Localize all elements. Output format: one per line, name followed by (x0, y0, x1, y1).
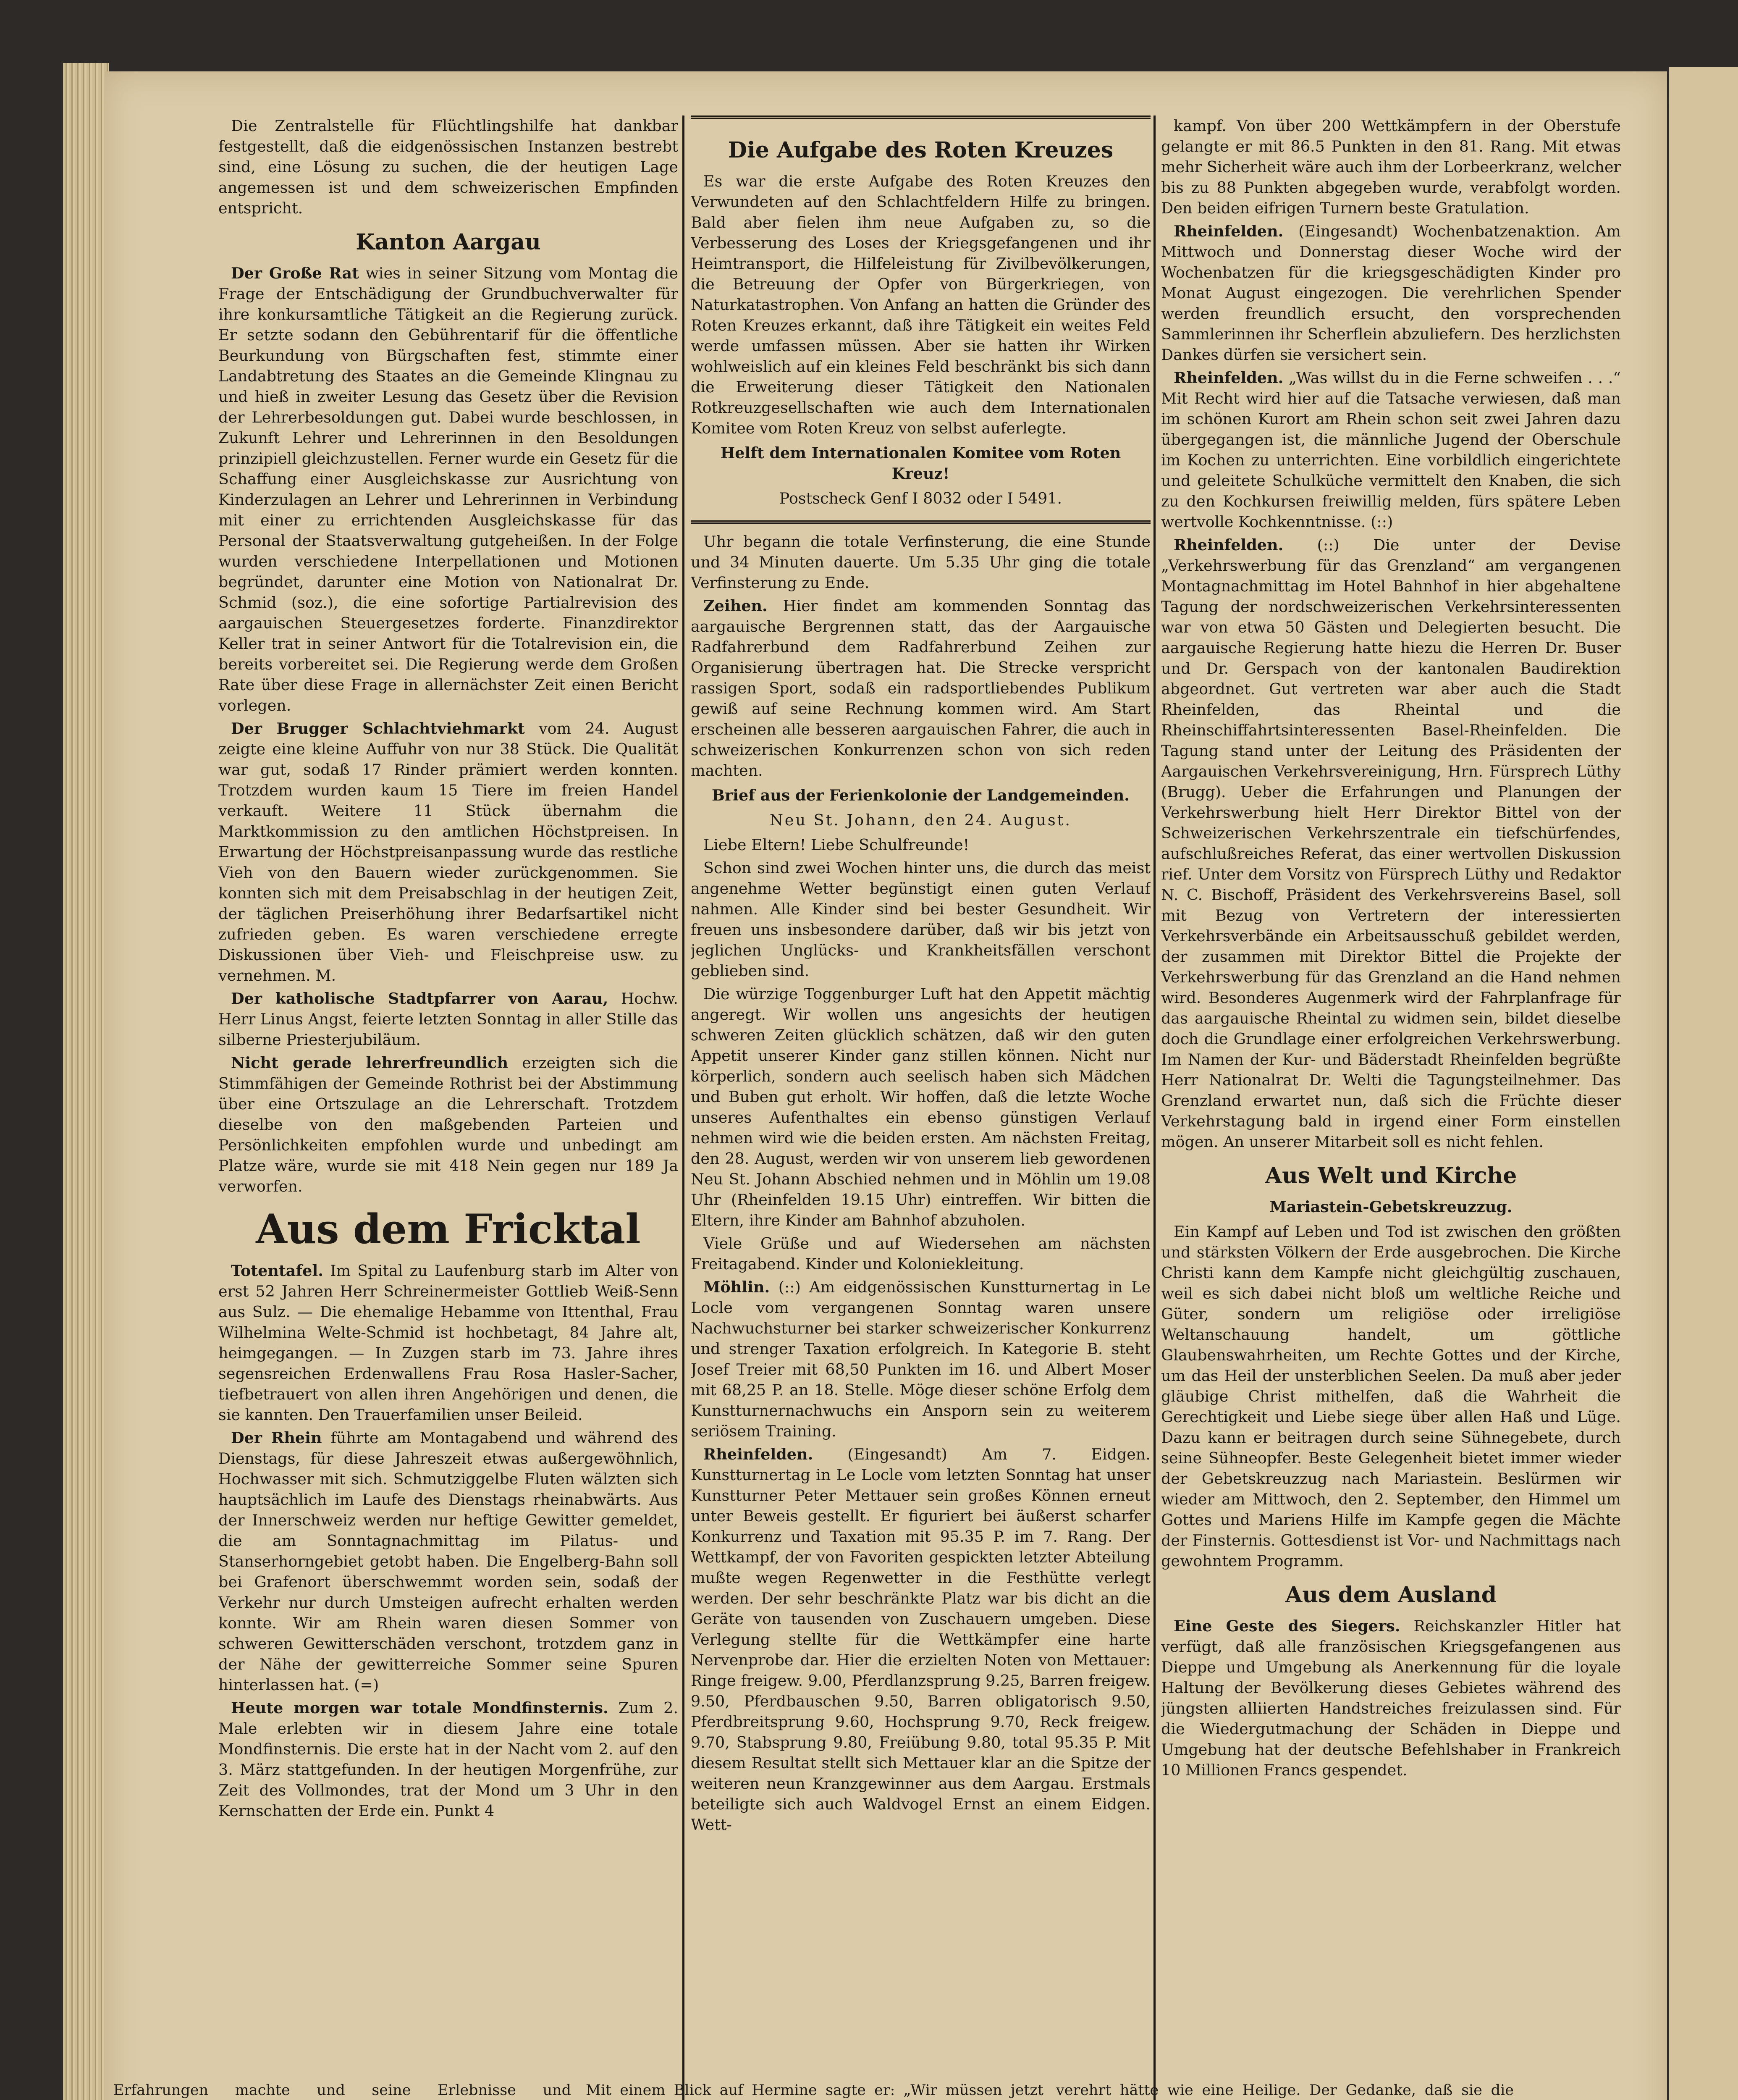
column-rule-1 (682, 116, 684, 2100)
article-grosse-rat: Der Große Rat wies in seiner Sitzung vom Montag die Frage der Entschädigung der Grundbuchverwalter für ihre konkursamtliche Tätigkeit an die Regierung zurück. Er setzte sodann den Gebührentarif für die öffentliche Beurkundung von Bürgschaften fest, stimmte einer Landabtretung des Staates an die Gemeinde Klingnau zu und hieß in zweiter Lesung das Gesetz über die Revision der Lehrerbesoldungen gut. Dabei wurde beschlossen, in Zukunft Lehrer und Lehrerinnen in den Besoldungen prinzipiell gleichzustellen. Ferner wurde ein Gesetz für die Schaffung einer Ausgleichskasse zur Ausrichtung von Kinderzulagen an Lehrer und Lehrerinnen in Verbindung mit einer zu errichtenden Ausgleichskasse für das Personal der Staatsverwaltung gutgeheißen. In der Folge wurden verschiedene Interpellationen und Motionen begründet, darunter eine Motion von Nationalrat Dr. Schmid (soz.), die eine sofortige Partialrevision des aargauischen Steuergesetzes forderte. Finanzdirektor Keller trat in seiner Antwort für die Totalrevision ein, die bereits vorbereitet sei. Die Regierung werde dem Großen Rate über diese Frage in allernächster Zeit einen Bericht vorlegen. (218, 264, 678, 714)
mariastein-title: Mariastein-Gebetskreuzzug. (1269, 1198, 1513, 1216)
column-2 (691, 116, 1151, 2100)
red-cross-box (691, 116, 1151, 524)
column-rule-2 (1153, 116, 1156, 2100)
heading-welt-und-kirche: Aus Welt und Kirche (1265, 1163, 1517, 1189)
article-moehlin: Möhlin. (::) Am eidgenössischen Kunstturnertag in Le Locle vom vergangenen Sonntag waren unsere Nachwuchsturner bei starker schweizerischer Konkurrenz und strenger Taxation erfolgreich. In Kategorie B. steht Josef Treier mit 68,50 Punkten im 16. und Albert Moser mit 68,25 P. an 18. Stelle. Möge dieser schöne Erfolg dem Kunstturnernachwuchs ein Ansporn sein zu weiterem seriösem Training. (691, 1278, 1151, 1440)
heading-aus-dem-fricktal: Aus dem Fricktal (256, 1205, 641, 1253)
article-lehrer: Nicht gerade lehrerfreundlich erzeigten sich die Stimmfähigen der Gemeinde Rothrist bei der Abstimmung über eine Ortszulage an die Lehrerschaft. Trotzdem dieselbe von den maßgebenden Parteien und Persönlichkeiten empfohlen wurde und unbedingt am Platze wäre, wurde sie mit 418 Nein gegen nur 189 Ja verworfen. (218, 1054, 678, 1195)
article-wochenbatzen: Rheinfelden. (Eingesandt) Wochenbatzenaktion. Am Mittwoch und Donnerstag dieser Woche wird der Wochenbatzen für die kriegsgeschädigten Kinder pro Monat August eingezogen. Die verehrlichen Spender werden freundlich ersucht, den vorsprechenden Sammlerinnen ihr Scherflein abzuliefern. Des herzlichsten Dankes dürfen sie versichert sein. (1161, 222, 1621, 364)
article-mondfinsternis: Heute morgen war totale Mondfinsternis. Zum 2. Male erlebten wir in diesem Jahre eine totale Mondfinsternis. Die erste hat in der Nacht vom 2. auf den 3. März stattgefunden. In der heutigen Morgenfrühe, zur Zeit des Vollmondes, trat der Mond um 3 Uhr in den Kernschatten der Erde ein. Punkt 4 (218, 1699, 678, 1820)
brief-place: Neu St. Johann, den 24. August. (769, 811, 1072, 829)
heading-aus-dem-ausland: Aus dem Ausland (1285, 1582, 1497, 1608)
article-geste: Eine Geste des Siegers. Reichskanzler Hitler hat verfügt, daß alle französischen Kriegsgefangenen aus Dieppe und Umgebung als Anerkennung für die loyale Haltung der Bevölkerung dieses Gebietes während des jüngsten alliierten Handstreiches freizulassen sind. Für die Wiedergutmachung der Schäden in Dieppe und Umgebung hat der deutsche Befehlshaber in Frankreich 10 Millionen Francs gespendet. (1161, 1617, 1621, 1779)
article-rheinfelden-turner: Rheinfelden. (Eingesandt) Am 7. Eidgen. Kunstturnertag in Le Locle vom letzten Sonntag hat unser Kunstturner Peter Mettauer sein großes Können erneut unter Beweis gestellt. Er figuriert bei äußerst scharfer Konkurrenz und Taxation mit 95.35 P. im 7. Rang. Der Wettkampf, der von Favoriten gespickten letzter Abteilung mußte wegen Regenwetter in die Festhütte verlegt werden. Der sehr beschränkte Platz war bis dicht an die Geräte von tausenden von Zuschauern umgeben. Diese Verlegung stellte für die Wettkämpfer eine harte Nervenprobe dar. Hier die erzielten Noten von Mettauer: Ringe freigew. 9.00, Pferdlanzsprung 9.25, Barren freigew. 9.50, Pferdbauschen 9.50, Barren obligatorisch 9.50, Pferdbreitsprung 9.60, Hochsprung 9.70, Reck freigew. 9.70, Stabsprung 9.80, Freiübung 9.80, total 95.35 P. Mit diesem Resultat stellt sich Mettauer klar an die Spitze der weiteren neun Kranzgewinner aus dem Aargau. Erstmals beteiligte sich auch Waldvogel Ernst an einem Eidgen. Wett- (691, 1445, 1151, 1834)
heading-kanton-aargau: Kanton Aargau (356, 229, 541, 255)
article-verkehrswerbung: Rheinfelden. (::) Die unter der Devise „Verkehrswerbung für das Grenzland“ am vergangenen Montagnachmittag im Hotel Bahnhof in hier abgehaltene Tagung der nordschweizerischen Verkehrsinteressenten war von etwa 50 Gästen und Delegierten besucht. Die aargauische Regierung hatte hiezu die Herren Dr. Buser und Dr. Gerspach von der kantonalen Baudirektion abgeordnet. Gut vertreten war aber auch die Stadt Rheinfelden, das Rheintal und die Rheinschiffahrtsinteressenten Basel-Rheinfelden. Die Tagung stand unter der Leitung des Präsidenten der Aargauischen Verkehrsvereinigung, Hrn. Fürsprech Lüthy (Brugg). Ueber die Erfahrungen und Planungen der Verkehrswerbung hielt Herr Direktor Bittel von der Schweizerischen Verkehrszentrale ein tiefschürfendes, aufschlußreiches Referat, das einer wertvollen Diskussion rief. Unter dem Vorsitz von Fürsprech Lüthy und Redaktor N. C. Bischoff, Präsident des Verkehrsvereins Basel, soll mit Bezug von Vertretern der interessierten Verkehrsverbände ein Arbeitsausschuß gebildet werden, der zusammen mit Direktor Bittel die Projekte der Verkehrswerbung für das Grenzland an die Hand nehmen wird. Besonderes Augenmerk wird der Fahrplanfrage für das aargauische Rheintal zu widmen sein, bildet dieselbe doch die Grundlage einer erfolgreichen Verkehrswerbung. Im Namen der Kur- und Bäderstadt Rheinfelden begrüßte Herr Nationalrat Dr. Welti die Tagungsteilnehmer. Das Grenzland erwartet nun, daß sich die Früchte dieser Verkehrstagung bald in irgend einer Form einstellen mögen. An unserer Mitarbeit soll es nicht fehlen. (1161, 536, 1621, 1151)
brief-close: Viele Grüße und auf Wiedersehen am nächsten Freitagabend. Kinder und Koloniekleitung. (691, 1234, 1151, 1273)
feuilleton-column-3 (1056, 2081, 1514, 2100)
refugee-paragraph: Die Zentralstelle für Flüchtlingshilfe hat dankbar festgestellt, daß die eidgenössischen Instanzen bestrebt sind, eine Lösung zu suchen, die der heutigen Lage angemessen ist und dem schweizerischen Empfinden entspricht. (218, 117, 678, 217)
red-cross-appeal: Helft dem Internationalen Komitee vom Roten Kreuz! (720, 444, 1121, 483)
column-3 (1161, 116, 1621, 2100)
red-cross-text: Es war die erste Aufgabe des Roten Kreuzes den Verwundeten auf den Schlachtfeldern Hilfe zu bringen. Bald aber fielen ihm neue Aufgaben zu, so die Verbesserung des Loses der Kriegsgefangenen und ihr Heimtransport, die Hilfeleistung für Zivilbevölkerungen, die Betreuung der Opfer von Bürgerkriegen, von Naturkatastrophen. Von Anfang an hatten die Gründer des Roten Kreuzes erkannt, daß ihre Tätigkeit ein weites Feld werde umfassen müssen. Aber sie hatten ihr Wirken wohlweislich auf ein kleines Feld beschränkt bis sich dann die Erweiterung dieser Tätigkeit den Nationalen Rotkreuzgesellschaften wie auch dem Internationalen Komitee vom Roten Kreuz von selbst auferlegte. (691, 172, 1151, 437)
brief-title: Brief aus der Ferienkolonie der Landgemeinden. (712, 786, 1130, 804)
article-brugger: Der Brugger Schlachtviehmarkt vom 24. August zeigte eine kleine Auffuhr von nur 38 Stück. Die Qualität war gut, sodaß 17 Rinder prämiert werden konnten. Trotzdem wurden kaum 15 Tiere im freien Handel verkauft. Weitere 11 Stück übernahm die Marktkommission zu den amtlichen Höchstpreisen. In Erwartung der Höchstpreisanpassung wurde das restliche Vieh von den Bauern wieder zurückgenommen. Sie konnten sich mit dem Preisabschlag in der heutigen Zeit, der täglichen Preiserhöhung ihrer Bedarfsartikel nicht zufrieden geben. Es waren verschiedene erregte Diskussionen über Vieh- und Fleischpreise usw. zu vernehmen. M. (218, 719, 678, 984)
article-kochen: Rheinfelden. „Was willst du in die Ferne schweifen . . .“ Mit Recht wird hier auf die Tatsache verwiesen, daß man im schönen Kurort am Rhein schon seit zwei Jahren dazu übergegangen ist, die männliche Jugend der Oberschule im Kochen zu unterrichten. Eine vorbildlich eingerichtete und geleitete Schulküche vermittelt den Knaben, die sich zu den Kochkursen freiwillig melden, fürs spätere Leben wertvolle Kochkenntnisse. (::) (1161, 369, 1621, 531)
feuilleton-column-2: Mit einem Blick auf Hermine sagte er: „Wir müssen jetzt (586, 2082, 1043, 2099)
wettkampf-continued: kampf. Von über 200 Wettkämpfern in der Oberstufe gelangte er mit 86.5 Punkten in den 81. Rang. Mit etwas mehr Sicherheit wäre auch ihm der Lorbeerkranz, welcher bis zu 88 Punkten abgegeben wurde, verabfolgt worden. Den beiden eifrigen Turnern beste Gratulation. (1161, 117, 1621, 217)
article-zeihen: Zeihen. Hier findet am kommenden Sonntag das aargauische Bergrennen statt, das der Aargauische Radfahrerbund dem Radfahrerbund Zeihen zur Organisierung übertragen hat. Die Strecke verspricht rassigen Sport, sodaß ein radsportliebendes Publikum gewiß auf seine Rechnung kommen wird. Am Start erscheinen alle besseren aargauischen Fahrer, die auch in schweizerischen Konkurrenzen schon von sich reden machten. (691, 597, 1151, 780)
brief-salute: Liebe Eltern! Liebe Schulfreunde! (703, 836, 970, 854)
feuilleton-column-1: Erfahrungen machte und seine Erlebnisse und (113, 2082, 571, 2099)
article-rhein: Der Rhein führte am Montagabend und während des Dienstags, für diese Jahreszeit etwas außergewöhnlich, Hochwasser mit sich. Schmutziggelbe Fluten wälzten sich hauptsächlich im Laufe des Dienstags rheinabwärts. Aus der Innerschweiz werden nur heftige Gewitter gemeldet, die am Sonntagnachmittag im Pilatus- und Stanserhorngebiet getobt haben. Die Engelberg-Bahn soll bei Grafenort überschwemmt worden sein, sodaß der Verkehr nur durch Umsteigen aufrecht erhalten werden konnte. Wir am Rhein waren diesen Sommer von schweren Gewitterschäden verschont, trotzdem ganz in der Nähe der gewitterreiche Sommer seine Spuren hinterlassen hat. (=) (218, 1429, 678, 1694)
heading-rotes-kreuz: Die Aufgabe des Roten Kreuzes (728, 137, 1114, 163)
column-1 (218, 116, 678, 2100)
article-stadtpfarrer: Der katholische Stadtpfarrer von Aarau, Hochw. Herr Linus Angst, feierte letzten Sonntag in aller Stille das silberne Priesterjubiläum. (218, 990, 678, 1049)
feuilleton-ending: verehrt hätte wie eine Heilige. Der Gedanke, daß sie die (1056, 2082, 1514, 2099)
page-edge-binding (63, 63, 109, 2100)
newspaper-page (105, 71, 1667, 2100)
article-totentafel: Totentafel. Im Spital zu Laufenburg starb im Alter von erst 52 Jahren Herr Schreinermeister Gottlieb Weiß-Senn aus Sulz. — Die ehemalige Hebamme von Ittenthal, Frau Wilhelmina Welte-Schmid ist hochbetagt, 84 Jahre alt, heimgegangen. — In Zuzgen starb im 73. Jahre ihres segensreichen Erdenwallens Frau Rosa Hasler-Sacher, tiefbetrauert von allen ihren Angehörigen und denen, die sie kannten. Den Trauerfamilien unser Beileid. (218, 1262, 678, 1424)
mond-continued: Uhr begann die totale Verfinsterung, die eine Stunde und 34 Minuten dauerte. Um 5.35 Uhr ging die totale Verfinsterung zu Ende. (691, 533, 1151, 592)
adjacent-page-strip (1669, 67, 1738, 2100)
brief-paragraph-1: Schon sind zwei Wochen hinter uns, die durch das meist angenehme Wetter begünstigt einen guten Verlauf nahmen. Alle Kinder sind bei bester Gesundheit. Wir freuen uns insbesondere darüber, daß wir bis jetzt von jeglichen Unglücks- und Krankheitsfällen verschont geblieben sind. (691, 859, 1151, 980)
red-cross-postcheck: Postscheck Genf I 8032 oder I 5491. (779, 489, 1062, 507)
article-mariastein: Ein Kampf auf Leben und Tod ist zwischen den größten und stärksten Völkern der Erde ausgebrochen. Die Kirche Christi kann dem Kampfe nicht gleichgültig zuschauen, weil es sich dabei nicht bloß um weltliche Reiche und Güter, sondern um religiöse oder irreligiöse Weltanschauung handelt, um göttliche Glaubenswahrheiten, um Rechte Gottes und der Kirche, um das Heil der unsterblichen Seelen. Da muß aber jeder gläubige Christ mithelfen, daß die Wahrheit die Gerechtigkeit und Liebe siege über allen Haß und Lüge. Dazu kann er beitragen durch seine Sühnegebete, durch seine Sühneopfer. Beste Gelegenheit bietet immer wieder der Gebetskreuzzug nach Mariastein. Beslürmen wir wieder am Mittwoch, den 2. September, den Himmel um Gottes und Mariens Hilfe im Kampfe gegen die Mächte der Finsternis. Gottesdienst ist Vor- und Nachmittags nach gewohntem Programm. (1161, 1223, 1621, 1570)
brief-paragraph-2: Die würzige Toggenburger Luft hat den Appetit mächtig angeregt. Wir wollen uns angesichts der heutigen schweren Zeiten glücklich schätzen, daß wir den guten Appetit unserer Kinder ganz stillen können. Nicht nur körperlich, sondern auch seelisch haben sich Mädchen und Buben gut erholt. Wir hoffen, daß die letzte Woche unseres Aufenthaltes ein ebenso günstigen Verlauf nehmen wird wie die beiden ersten. Am nächsten Freitag, den 28. August, werden wir von unserem lieb gewordenen Neu St. Johann Abschied nehmen und in Möhlin um 19.08 Uhr (Rheinfelden 19.15 Uhr) eintreffen. Wir bitten die Eltern, ihre Kinder am Bahnhof abzuholen. (691, 985, 1151, 1229)
